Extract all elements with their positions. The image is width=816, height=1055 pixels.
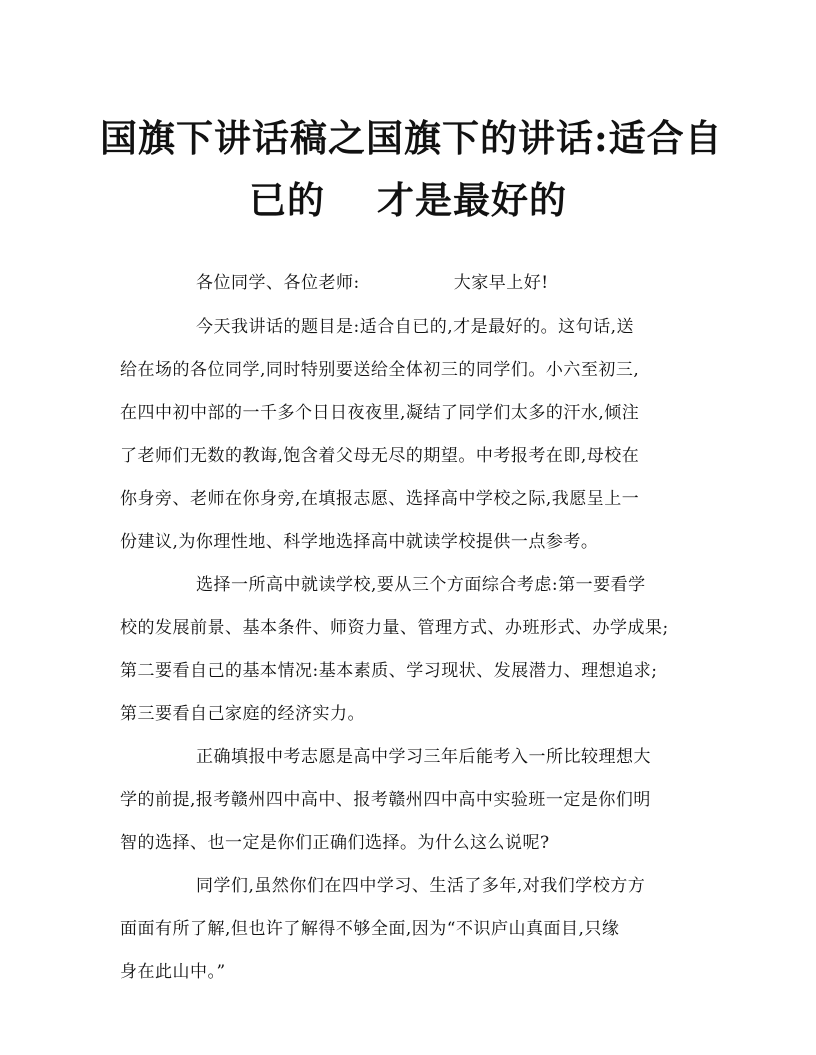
paragraph-4-line-3: 身在此山中。” <box>120 962 226 982</box>
paragraph-3-line-2: 学的前提,报考赣州四中高中、报考赣州四中高中实验班一定是你们明 <box>120 790 651 810</box>
title-line-1: 国旗下讲话稿之国旗下的讲话:适合自 <box>100 116 723 160</box>
paragraph-2-line-3: 第二要看自己的基本情况:基本素质、学习现状、发展潜力、理想追求; <box>120 661 658 681</box>
greeting-left: 各位同学、各位老师: <box>196 273 360 293</box>
paragraph-1-line-4: 了老师们无数的教诲,饱含着父母无尽的期望。中考报考在即,母校在 <box>120 446 640 466</box>
paragraph-4-line-2: 面面有所了解,但也许了解得不够全面,因为“不识庐山真面目,只缘 <box>120 919 620 939</box>
title-line-2-right: 才是最好的 <box>377 178 567 222</box>
greeting-line <box>196 268 549 293</box>
title-line-2 <box>100 170 716 224</box>
greeting-right: 大家早上好! <box>453 273 549 293</box>
paragraph-1-line-1: 今天我讲话的题目是:适合自已的,才是最好的。这句话,送 <box>196 317 635 337</box>
paragraph-1-line-2: 给在场的各位同学,同时特别要送给全体初三的同学们。小六至初三, <box>120 360 640 380</box>
paragraph-2-line-4: 第三要看自己家庭的经济实力。 <box>120 704 365 724</box>
paragraph-1-line-3: 在四中初中部的一千多个日日夜夜里,凝结了同学们太多的汗水,倾注 <box>120 403 640 423</box>
paragraph-4-line-1: 同学们,虽然你们在四中学习、生活了多年,对我们学校方方 <box>196 876 646 896</box>
paragraph-1-line-5: 你身旁、老师在你身旁,在填报志愿、选择高中学校之际,我愿呈上一 <box>120 489 640 509</box>
paragraph-1-line-6: 份建议,为你理性地、科学地选择高中就读学校提供一点参考。 <box>120 532 599 552</box>
paragraph-2-line-1: 选择一所高中就读学校,要从三个方面综合考虑:第一要看学 <box>196 575 646 595</box>
paragraph-2-line-2: 校的发展前景、基本条件、师资力量、管理方式、办班形式、办学成果; <box>120 618 669 638</box>
paragraph-3-line-1: 正确填报中考志愿是高中学习三年后能考入一所比较理想大 <box>196 747 651 767</box>
paragraph-3-line-3: 智的选择、也一定是你们正确们选择。为什么这么说呢? <box>120 833 550 853</box>
title-line-2-left: 已的 <box>249 178 325 222</box>
